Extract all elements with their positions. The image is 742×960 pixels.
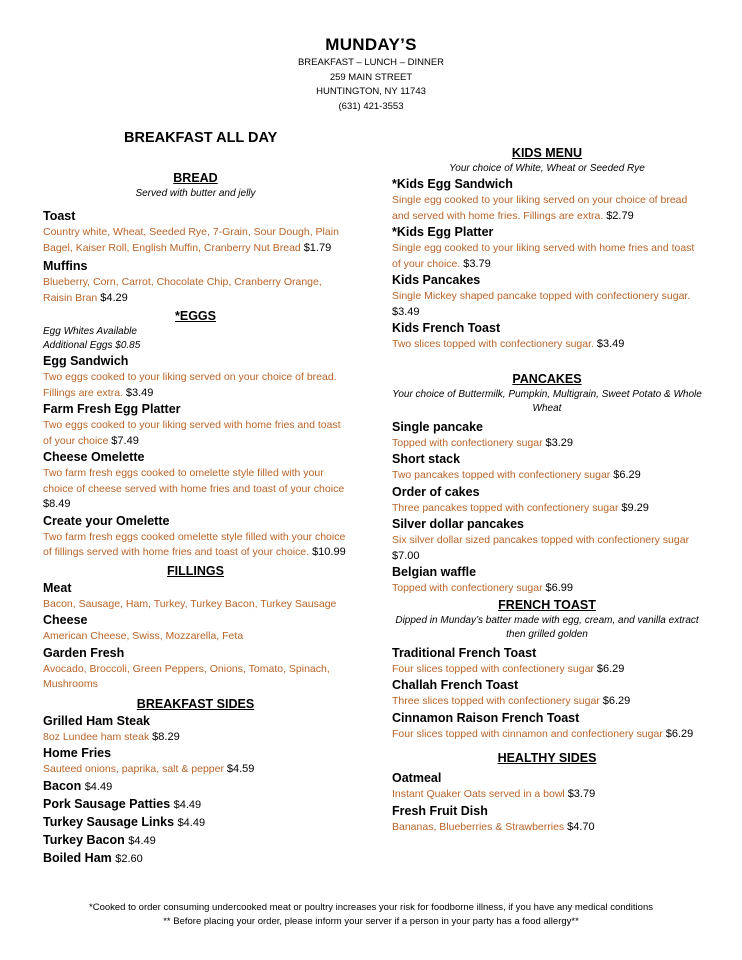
french-toast-subtitle: Dipped in Munday’s batter made with egg, cream, and vanilla extract then grilled golden [395,614,699,640]
menu-item-price: $4.49 [177,816,206,829]
menu-item-desc: Topped with confectionery sugar $3.29 [392,436,574,449]
menu-item-line [43,796,348,814]
menu-item-desc: Single Mickey shaped pancake topped with confectionery sugar. $3.49 [392,290,691,318]
menu-item-price: $3.49 [125,386,154,399]
menu-item-price: $6.29 [613,469,641,481]
menu-item-price: $3.49 [596,338,625,350]
menu-item-desc: 8oz Lundee ham steak $8.29 [43,730,180,743]
menu-item-desc: Two farm fresh eggs cooked omelette style filled with your choice of fillings served with home fries and toast of your choice. $10.99 [43,530,346,558]
pancakes-subtitle: Your choice of Buttermilk, Pumpkin, Multigrain, Sweet Potato & Whole Wheat [392,388,702,414]
menu-item-name: Boiled Ham [43,850,112,865]
menu-item-name: Cinnamon Raison French Toast [392,710,580,725]
menu-item-name: Challah French Toast [392,678,519,692]
menu-item-desc: Topped with confectionery sugar $6.99 [392,582,574,594]
menu-item-name: Bacon [43,778,82,793]
menu-item-line [43,814,348,832]
menu-item-desc: Country white, Wheat, Seeded Rye, 7-Grain, Sour Dough, Plain Bagel, Kaiser Roll, English Muffin, Cranberry Nut Bread $1.79 [43,226,339,254]
phone-number: (631) 421-3553 [338,100,404,112]
menu-item-desc: Two pancakes topped with confectionery sugar $6.29 [392,469,641,481]
bread-section-title: BREAD [173,171,218,185]
menu-item-price: $3.29 [545,436,574,449]
footer-disclaimer [80,901,662,928]
undercooked-warning: *Cooked to order consuming undercooked meat or poultry increases your risk for foodborne illness, if you have any medical conditions [89,902,653,913]
city-address: HUNTINGTON, NY 11743 [316,86,426,97]
eggs-section-title: *EGGS [175,309,216,323]
menu-item-price: $8.49 [43,498,71,510]
breakfast-sides-section-title: BREAKFAST SIDES [136,696,255,711]
menu-item-name: Belgian waffle [392,565,477,579]
menu-item-price: $3.79 [463,257,491,270]
menu-item-name: Single pancake [392,419,484,434]
menu-item-name: Farm Fresh Egg Platter [43,402,181,416]
tagline: BREAKFAST – LUNCH – DINNER [297,57,445,68]
menu-item-name: Cheese [43,613,88,627]
menu-item-price: $7.49 [111,434,139,447]
menu-item-name: Meat [43,580,72,595]
menu-item-name: Cheese Omelette [43,450,145,464]
menu-item-name: *Kids Egg Sandwich [392,177,513,191]
menu-item-price: $2.79 [606,209,634,222]
menu-item-price: $7.00 [392,549,420,562]
kids-menu-subtitle: Your choice of White, Wheat or Seeded Rye [449,163,645,174]
menu-item-line [43,832,348,850]
menu-item-desc: Six silver dollar sized pancakes topped with confectionery sugar $7.00 [392,534,690,562]
menu-item-line [43,778,348,796]
menu-item-desc: Two eggs cooked to your liking served with home fries and toast of your choice $7.49 [43,419,341,447]
menu-item-price: $6.29 [596,662,625,675]
breakfast-all-day-title: BREAKFAST ALL DAY [124,130,278,146]
right-column [392,145,702,835]
menu-item-desc: Four slices topped with confectionery sugar $6.29 [392,662,625,675]
menu-item-desc: Three slices topped with confectionery sugar $6.29 [392,695,631,707]
menu-item-desc: Bananas, Blueberries & Strawberries $4.70 [392,820,595,833]
allergy-warning: ** Before placing your order, please inform your server if a person in your party has a food allergy** [163,915,579,927]
menu-item-desc: Blueberry, Corn, Carrot, Chocolate Chip, Cranberry Orange, Raisin Bran $4.29 [43,276,322,304]
fillings-section-title: FILLINGS [167,563,224,578]
pancakes-section-title: PANCAKES [512,371,582,386]
menu-item-name: Pork Sausage Patties [43,796,171,811]
menu-item-price: $6.29 [602,695,631,707]
bread-subtitle: Served with butter and jelly [135,188,256,199]
menu-item-price: $4.29 [100,291,128,304]
french-toast-section-title: FRENCH TOAST [498,597,596,612]
menu-item-name: Oatmeal [392,771,442,785]
menu-item-price: $6.99 [545,582,574,594]
additional-eggs-note: Additional Eggs $0.85 [43,340,141,351]
menu-item-price: $3.79 [567,788,596,800]
menu-item-name: Order of cakes [392,484,480,499]
menu-item-line [43,850,348,868]
menu-item-name: *Kids Egg Platter [392,225,494,239]
menu-item-name: Fresh Fruit Dish [392,803,488,818]
menu-item-desc: Four slices topped with cinnamon and confectionery sugar $6.29 [392,727,694,740]
menu-item-name: Toast [43,209,76,223]
kids-menu-section-title: KIDS MENU [511,146,583,160]
menu-item-price: $9.29 [621,501,649,514]
menu-item-name: Grilled Ham Steak [43,713,150,728]
menu-item-desc: American Cheese, Swiss, Mozzarella, Feta [43,630,244,642]
menu-item-desc: Three pancakes topped with confectionery sugar $9.29 [392,501,649,514]
menu-item-name: Silver dollar pancakes [392,517,525,531]
menu-item-desc: Single egg cooked to your liking served on your choice of bread and served with home fries. Fillings are extra. $2.79 [392,194,688,222]
menu-item-price: $2.60 [115,852,143,865]
street-address: 259 MAIN STREET [329,71,413,83]
menu-item-name: Egg Sandwich [43,354,129,368]
menu-item-desc: Instant Quaker Oats served in a bowl $3.79 [392,788,596,800]
menu-item-desc: Bacon, Sausage, Ham, Turkey, Turkey Bacon, Turkey Sausage [43,597,337,610]
menu-item-price: $4.70 [567,820,595,833]
menu-item-desc: Single egg cooked to your liking served with home fries and toast of your choice. $3.79 [392,242,695,270]
menu-item-price: $8.29 [152,730,180,743]
menu-item-desc: Avocado, Broccoli, Green Peppers, Onions, Tomato, Spinach, Mushrooms [43,662,330,690]
menu-item-name: Home Fries [43,746,112,760]
menu-item-price: $6.29 [665,727,694,740]
menu-item-name: Turkey Sausage Links [43,814,175,829]
menu-item-name: Traditional French Toast [392,645,537,660]
menu-item-name: Create your Omelette [43,513,170,528]
menu-item-desc: Two farm fresh eggs cooked to omelette style filled with your choice of cheese served with home fries and toast of your choice $8.49 [43,467,345,510]
menu-item-name: Short stack [392,452,461,466]
menu-item-price: $10.99 [312,546,346,558]
egg-whites-note: Egg Whites Available [43,326,137,337]
menu-item-price: $4.59 [226,763,255,775]
menu-item-desc: Sauteed onions, paprika, salt & pepper $4.59 [43,763,255,775]
menu-item-desc: Two eggs cooked to your liking served on your choice of bread. Fillings are extra. $3.49 [43,371,337,399]
menu-item-name: Muffins [43,259,88,273]
menu-item-name: Kids Pancakes [392,273,481,287]
menu-item-price: $3.49 [392,305,420,318]
menu-item-price: $4.49 [173,798,202,811]
menu-item-price: $1.79 [303,241,332,254]
menu-item-name: Turkey Bacon [43,832,125,847]
restaurant-header [0,34,742,114]
menu-item-name: Garden Fresh [43,645,125,660]
healthy-sides-section-title: HEALTHY SIDES [497,751,597,765]
menu-item-desc: Two slices topped with confectionery sugar. $3.49 [392,338,625,350]
menu-item-name: Kids French Toast [392,321,501,335]
left-column [43,170,348,868]
menu-item-price: $4.49 [84,780,113,793]
menu-item-price: $4.49 [128,834,156,847]
restaurant-name: MUNDAY’S [325,35,417,54]
